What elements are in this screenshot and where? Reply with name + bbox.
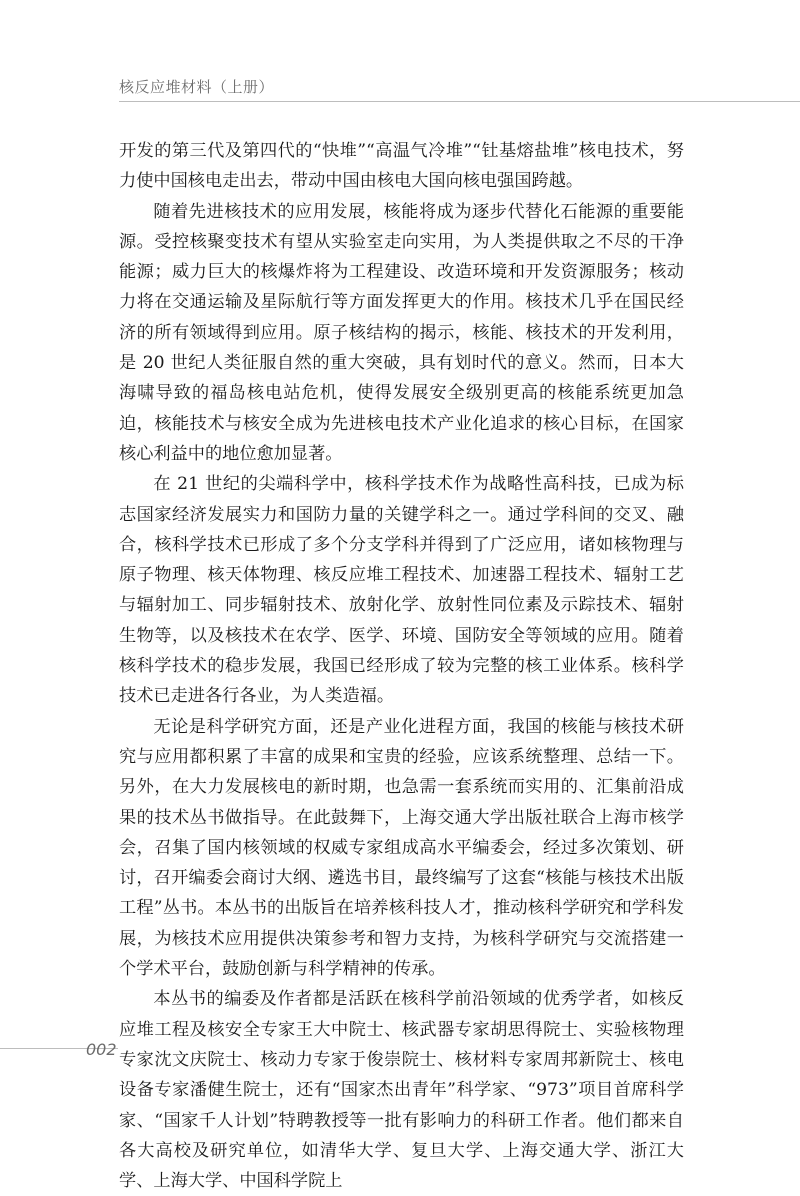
paragraph: 无论是科学研究方面，还是产业化进程方面，我国的核能与核技术研究与应用都积累了丰富的成果和宝贵的经验，应该系统整理、总结一下。另外，在大力发展核电的新时期，也急需一套系统而实用的、汇集前沿成果的技术丛书做指导。在此鼓舞下，上海交通大学出版社联合上海市核学会，召集了国内核领域的权威专家组成高水平编委会，经过多次策划、研讨，召开编委会商讨大纲、遴选书目，最终编写了这套“核能与核技术出版工程”丛书。本丛书的出版旨在培养核科技人才，推动核科学研究和学科发展，为核技术应用提供决策参考和智力支持，为核科学研究与交流搭建一个学术平台，鼓励创新与科学精神的传承。 <box>119 716 684 980</box>
page-number: 002 <box>86 1040 117 1059</box>
paragraph: 随着先进核技术的应用发展，核能将成为逐步代替化石能源的重要能源。受控核聚变技术有望从实验室走向实用，为人类提供取之不尽的干净能源；威力巨大的核爆炸将为工程建设、改造环境和开发资源服务；核动力将在交通运输及星际航行等方面发挥更大的作用。核技术几乎在国民经济的所有领域得到应用。原子核结构的揭示，核能、核技术的开发利用，是 20 世纪人类征服自然的重大突破，具有划时代的意义。然而，日本大海啸导致的福岛核电站危机，使得发展安全级别更高的核能系统更加急迫，核能技术与核安全成为先进核电技术产业化追求的核心目标，在国家核心利益中的地位愈加显著。 <box>119 201 684 464</box>
paragraph: 本丛书的编委及作者都是活跃在核科学前沿领域的优秀学者，如核反应堆工程及核安全专家王大中院士、核武器专家胡思得院士、实验核物理专家沈文庆院士、核动力专家于俊崇院士、核材料专家周邦新院士、核电设备专家潘健生院士，还有“国家杰出青年”科学家、“973”项目首席科学家、“国家千人计划”特聘教授等一批有影响力的科研工作者。他们都来自各大高校及研究单位，如清华大学、复旦大学、上海交通大学、浙江大学、上海大学、中国科学院上 <box>119 989 684 1192</box>
paragraph: 开发的第三代及第四代的“快堆”“高温气冷堆”“钍基熔盐堆”核电技术，努力使中国核电走出去，带动中国由核电大国向核电强国跨越。 <box>119 141 684 192</box>
body-text <box>119 136 684 1196</box>
header-rule <box>119 101 800 102</box>
running-header-title: 核反应堆材料（上册） <box>119 78 275 96</box>
paragraph: 在 21 世纪的尖端科学中，核科学技术作为战略性高科技，已成为标志国家经济发展实力和国防力量的关键学科之一。通过学科间的交叉、融合，核科学技术已形成了多个分支学科并得到了广泛应用，诸如核物理与原子物理、核天体物理、核反应堆工程技术、加速器工程技术、辐射工艺与辐射加工、同步辐射技术、放射化学、放射性同位素及示踪技术、辐射生物等，以及核技术在农学、医学、环境、国防安全等领域的应用。随着核科学技术的稳步发展，我国已经形成了较为完整的核工业体系。核科学技术已走进各行各业，为人类造福。 <box>119 474 684 707</box>
